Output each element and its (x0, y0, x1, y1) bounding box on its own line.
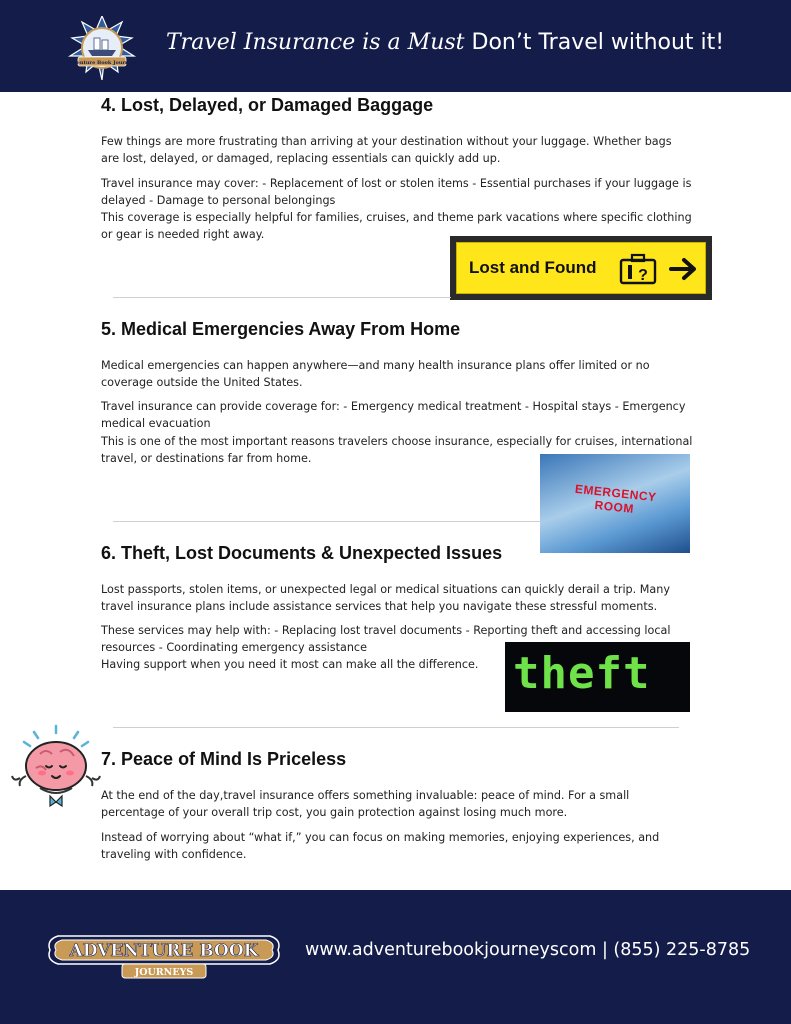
header-logo (64, 16, 140, 80)
sign-face (456, 242, 706, 294)
section-4-paragraph-1: Few things are more frustrating than arriving at your destination without your luggage. Whether bags are lost, delayed, or damaged, replacing essentials can quickly add up. (101, 135, 672, 165)
footer-contact-info: www.adventurebookjourneyscom | (855) 225-8785 (305, 940, 751, 960)
luggage-icon (619, 253, 657, 285)
section-5-paragraph-1: Medical emergencies can happen anywhere—and many health insurance plans offer limited or no coverage outside the United States. (101, 359, 650, 389)
svg-text:?: ? (638, 267, 648, 284)
section-6-paragraph-1: Lost passports, stolen items, or unexpected legal or medical situations can quickly derail a trip. Many travel insurance plans include assistance services that help you navigate these stressful moments. (101, 583, 670, 613)
theft-image (505, 642, 690, 712)
section-4-paragraph-3: This coverage is especially helpful for families, cruises, and theme park vacations where specific clothing or gear is needed right away. (101, 211, 692, 241)
lost-and-found-sign-image (450, 236, 712, 300)
svg-text:Adventure Book Journeys: Adventure Book Journeys (66, 60, 138, 66)
section-4-title: 4. Lost, Delayed, or Damaged Baggage (101, 95, 434, 115)
section-7-paragraph-2: Instead of worrying about “what if,” you can focus on making memories, enjoying experiences, and traveling with confidence. (101, 831, 660, 861)
section-6-title: 6. Theft, Lost Documents & Unexpected Issues (101, 543, 503, 563)
section-6-paragraph-2: These services may help with: - Replacing lost travel documents - Reporting theft and accessing local resources - Coordinating emergency assistance (101, 624, 671, 654)
footer-logo (44, 918, 284, 982)
title-script: Travel Insurance is a Must (166, 30, 465, 55)
svg-text:ADVENTURE BOOK: ADVENTURE BOOK (69, 941, 259, 961)
emergency-room-image (540, 454, 690, 553)
emergency-room-sign-text: EMERGENCY ROOM (574, 481, 658, 516)
meditating-brain-icon (10, 724, 102, 810)
sign-label: Lost and Found (469, 258, 597, 277)
page-footer (0, 890, 791, 1024)
section-divider (113, 521, 541, 522)
arrow-right-icon (669, 257, 699, 281)
section-5-paragraph-3: This is one of the most important reasons travelers choose insurance, especially for cruises, international travel, or destinations far from home. (101, 435, 693, 465)
section-6-paragraph-3: Having support when you need it most can make all the difference. (101, 658, 479, 671)
section-divider (113, 727, 679, 728)
page-header (0, 0, 791, 92)
theft-image-text: theft (513, 648, 651, 699)
section-5-paragraph-2: Travel insurance can provide coverage for: - Emergency medical treatment - Hospital stays - Emergency medical evacuation (101, 400, 686, 430)
page-title (166, 30, 724, 55)
title-rest: Don’t Travel without it! (471, 30, 725, 55)
section-4-paragraph-2: Travel insurance may cover: - Replacement of lost or stolen items - Essential purchases if your luggage is delayed - Damage to personal belongings (101, 177, 692, 207)
section-5-title: 5. Medical Emergencies Away From Home (101, 319, 461, 339)
section-divider (113, 297, 451, 298)
svg-text:JOURNEYS: JOURNEYS (134, 967, 194, 978)
section-7-title: 7. Peace of Mind Is Priceless (101, 749, 347, 769)
section-7-paragraph-1: At the end of the day,travel insurance offers something invaluable: peace of mind. For a small percentage of your overall trip cost, you gain protection against losing much more. (101, 789, 630, 819)
